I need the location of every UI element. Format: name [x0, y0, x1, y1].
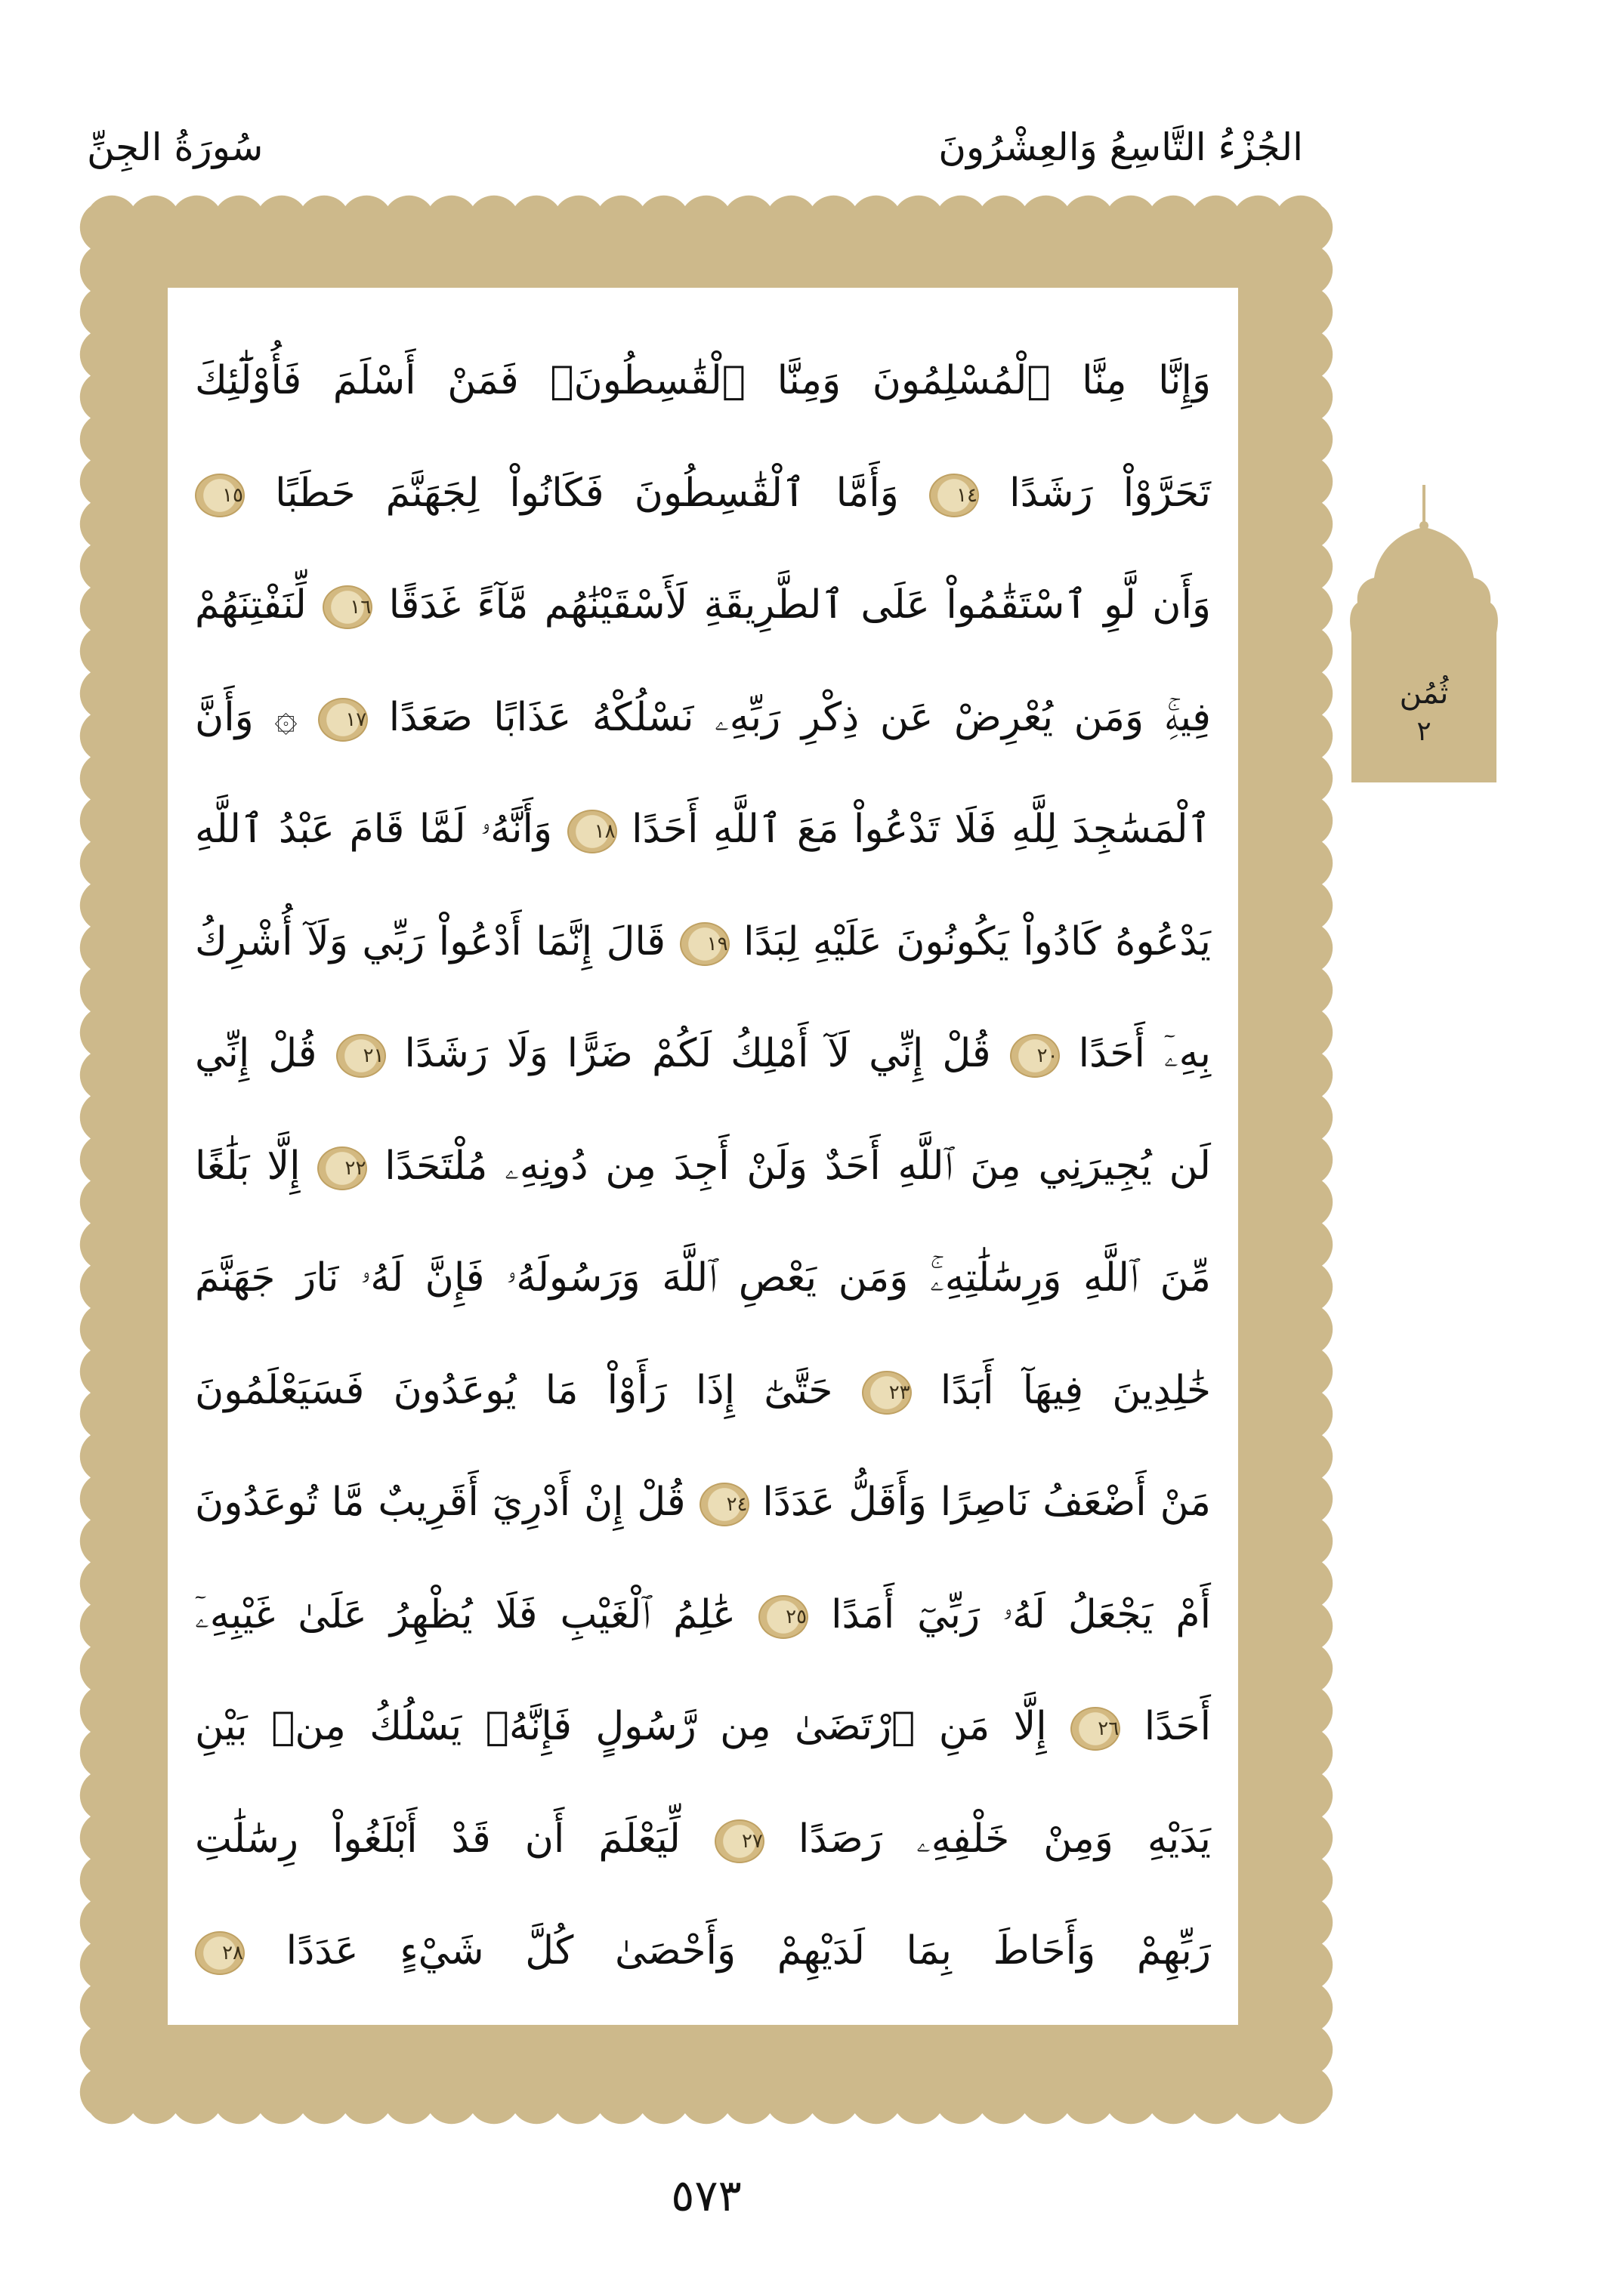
text-line [195, 1110, 1211, 1223]
verse-text: أَمْ يَجْعَلُ لَهُۥ رَبِّيٓ أَمَدًا [831, 1591, 1212, 1637]
page-number: ٥٧٣ [671, 2170, 742, 2221]
verse-text: قُلْ إِنِّي لَآ أَمْلِكُ لَكُمْ ضَرًّا وَلَا رَشَدًا [404, 1031, 991, 1076]
text-line [195, 437, 1211, 550]
verse-number-marker: ٢٥ [758, 1595, 808, 1639]
verse-number-marker: ٢٧ [715, 1819, 764, 1863]
verse-text: إِلَّا مَنِ ٱرْتَضَىٰ مِن رَّسُولٍ فَإِنَّهُۥ يَسْلُكُ مِنۢ بَيْنِ [195, 1704, 1047, 1749]
verse-text: وَإِنَّا مِنَّا ٱلْمُسْلِمُونَ وَمِنَّا ٱلْقَٰسِطُونَۖ فَمَنْ أَسْلَمَ فَأُوْلَٰٓئِكَ [195, 358, 1211, 403]
verse-text: رَبِّهِمْ وَأَحَاطَ بِمَا لَدَيْهِمْ وَأَحْصَىٰ كُلَّ شَيْءٍ عَدَدًا [286, 1928, 1211, 1974]
juz-title: الجُزْءُ التَّاسِعُ وَالعِشْرُونَ [938, 125, 1303, 169]
verse-number-marker: ١٧ [318, 698, 368, 742]
verse-text: عَٰلِمُ ٱلْغَيْبِ فَلَا يُظْهِرُ عَلَىٰ غَيْبِهِۦٓ [195, 1591, 737, 1637]
text-line [195, 773, 1211, 886]
verse-text: تَحَرَّوْاْ رَشَدًا [1009, 470, 1212, 516]
verse-text: إِلَّا بَلَٰغًا [195, 1143, 301, 1189]
verse-text: لَن يُجِيرَنِي مِنَ ٱللَّهِ أَحَدٌ وَلَنْ أَجِدَ مِن دُونِهِۦ مُلْتَحَدًا [385, 1143, 1211, 1189]
quran-text-body [195, 325, 1211, 2007]
text-line [195, 325, 1211, 437]
text-line [195, 1335, 1211, 1447]
verse-text: ٱلْمَسَٰجِدَ لِلَّهِ فَلَا تَدْعُواْ مَعَ ٱللَّهِ أَحَدًا [632, 807, 1212, 852]
verse-text: وَأَمَّا ٱلْقَٰسِطُونَ فَكَانُواْ لِجَهَنَّمَ حَطَبًا [275, 470, 899, 516]
verse-text: يَدَيْهِ وَمِنْ خَلْفِهِۦ رَصَدًا [798, 1816, 1211, 1862]
verse-text: وَأَن لَّوِ ٱسْتَقَٰمُواْ عَلَى ٱلطَّرِيقَةِ لَأَسْقَيْنَٰهُم مَّآءً غَدَقًا [388, 582, 1212, 628]
verse-number-marker: ٢٨ [195, 1931, 245, 1975]
eighth-marker-number: ٢ [1416, 716, 1432, 747]
text-line [195, 886, 1211, 998]
verse-text: يَدْعُوهُ كَادُواْ يَكُونُونَ عَلَيْهِ لِبَدًا [743, 918, 1212, 964]
verse-number-marker: ١٨ [567, 810, 617, 853]
verse-number-marker: ٢٣ [862, 1371, 912, 1415]
text-line [195, 549, 1211, 662]
text-line [195, 662, 1211, 774]
verse-text: قُلْ إِنِّي [195, 1031, 317, 1076]
verse-number-marker: ١٤ [929, 474, 979, 517]
verse-text: قَالَ إِنَّمَا أَدْعُواْ رَبِّي وَلَآ أُشْرِكُ [195, 918, 666, 964]
rub-el-hizb-icon: ۞ [274, 694, 298, 740]
verse-text: وَأَنَّ [195, 694, 254, 740]
eighth-marker-label: ثُمُن [1399, 676, 1449, 711]
verse-text: بِهِۦٓ أَحَدًا [1078, 1031, 1212, 1076]
verse-number-marker: ١٩ [680, 922, 730, 966]
verse-number-marker: ٢٤ [700, 1483, 749, 1526]
verse-text: فِيهِۚ وَمَن يُعْرِضْ عَن ذِكْرِ رَبِّهِۦ نَسْلُكْهُ عَذَابًا صَعَدًا [388, 694, 1212, 740]
text-panel [168, 288, 1238, 2025]
verse-number-marker: ١٥ [195, 474, 245, 517]
verse-number-marker: ٢٦ [1070, 1707, 1120, 1751]
text-line [195, 1895, 1211, 2007]
text-line [195, 1671, 1211, 1783]
eighth-hizb-marker [1348, 483, 1499, 785]
verse-text: وَأَنَّهُۥ لَمَّا قَامَ عَبْدُ ٱللَّهِ [195, 807, 553, 852]
verse-text: أَحَدًا [1144, 1704, 1212, 1749]
verse-number-marker: ٢١ [336, 1034, 386, 1078]
surah-title: سُورَةُ الجِنِّ [87, 125, 264, 169]
text-line [195, 1559, 1211, 1671]
text-line [195, 1783, 1211, 1896]
verse-number-marker: ٢٠ [1010, 1034, 1060, 1078]
verse-text: مِّنَ ٱللَّهِ وَرِسَٰلَٰتِهِۦۚ وَمَن يَعْصِ ٱللَّهَ وَرَسُولَهُۥ فَإِنَّ لَهُۥ نَارَ جَهَنَّمَ [195, 1255, 1211, 1301]
verse-number-marker: ٢٢ [317, 1146, 367, 1190]
verse-text: حَتَّىٰٓ إِذَا رَأَوْاْ مَا يُوعَدُونَ فَسَيَعْلَمُونَ [195, 1367, 833, 1413]
text-line [195, 1222, 1211, 1335]
verse-text: مَنْ أَضْعَفُ نَاصِرًا وَأَقَلُّ عَدَدًا [762, 1480, 1212, 1525]
text-line [195, 1446, 1211, 1559]
verse-text: لِّيَعْلَمَ أَن قَدْ أَبْلَغُواْ رِسَٰلَٰتِ [195, 1816, 681, 1862]
verse-text: قُلْ إِنْ أَدْرِيٓ أَقَرِيبٌ مَّا تُوعَدُونَ [195, 1480, 686, 1525]
verse-text: لِّنَفْتِنَهُمْ [195, 582, 307, 628]
text-line [195, 998, 1211, 1110]
verse-number-marker: ١٦ [323, 585, 372, 629]
verse-text: خَٰلِدِينَ فِيهَآ أَبَدًا [940, 1367, 1212, 1413]
